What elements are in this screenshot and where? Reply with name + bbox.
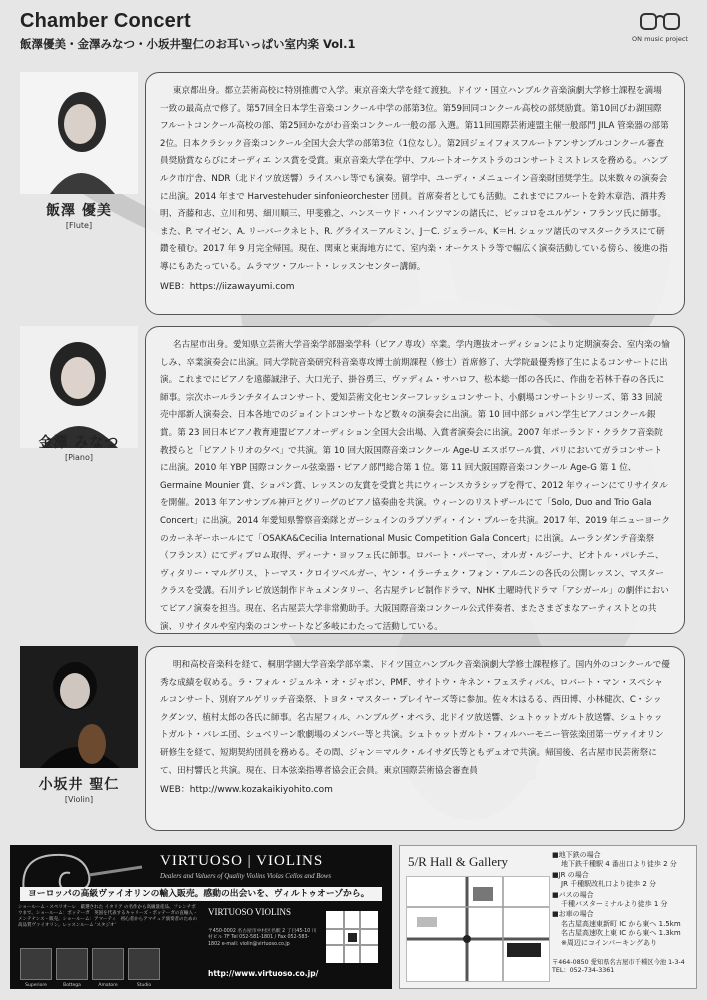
performer-name: 金澤 みなつ (38, 435, 120, 451)
hall-contact (552, 959, 685, 976)
glasses-logo-icon (639, 10, 681, 32)
performer-section-violin (20, 646, 687, 833)
access-item: 地下鉄千種駅 4 番出口より徒歩 2 分 (561, 860, 677, 869)
page-header (18, 8, 689, 52)
performer-instrument: [Piano] (65, 453, 93, 462)
ad-brand: VIRTUOSO | VIOLINS (160, 853, 324, 869)
performer-bio: 東京都出身。都立芸術高校に特別推薦で入学。東京音楽大学を経て渡独。ドイツ・国立ハンブルク音楽演劇大学修士課程を満場一致の最高点で修了。第57回全日本学生音楽コンクール中学の部第3位。第59回同コンクール高校の部奨励賞。第10回びわ湖国際フルートコンクール高校の部、第25回かながわ音楽コンクール一般の部 入選。第11回国際芸術連盟主催一般部門 JILA 管楽器の部第2位。日本クラシック音楽コンクール全国大会大学の部第3位（1位なし）。第2回ジェイフォスフルートアンサンブルコンクール審査員奨励賞ならびにオーディエ ンス賞を受賞。東京音楽大学在学中、フルートオーケストラのコンサートミストレスを務める。ハンブルク市庁舎、NDR（北ドイツ放送響）ライスハレ等でも演奏。留学中、ユーディ・メニューイン音楽財団奨学生。以来数々の演奏会に出演。2014 年まで Harvestehuder sinfonieorchester 団員。首席奏者としても活動。これまでにフルートを鈴木章浩、酒井秀明、斉藤和志、立川和男、細川順三、甲斐雅之、ハンス－ウド・ハインツマンの諸氏に、ピッコロをユルゲン・フランツ氏に師事。また、P. マイゼン、A. リーバークネヒト、R. グライス－アルミン、J－C. ジェラール、K＝H. シュッツ諸氏のマスタークラスにて研鑽を積む。2017 年 9 月完全帰国。現在、関東と東海地方にて、室内楽・オーケストラ等で幅広く演奏活動している傍ら、後進の指導にもあたっている。ムラマツ・フルート・レッスンセンター講師。 (160, 86, 669, 272)
logo-text: ON music project (632, 35, 688, 43)
performer-section-flute (20, 72, 687, 317)
page-subtitle: 飯澤優美・金澤みなつ・小坂井聖仁のお耳いっぱい室内楽 Vol.1 (20, 37, 356, 51)
access-item: 名古屋高速東新町 IC から東へ 1.5km (561, 919, 681, 928)
on-music-project-logo (625, 10, 695, 52)
performer-instrument: [Violin] (64, 795, 94, 804)
ad-map-image (326, 911, 378, 963)
performer-bio: 明和高校音楽科を経て、桐朋学園大学音楽学部卒業、ドイツ国立ハンブルク音楽演劇大学修士課程修了。国内外のコンクールで優秀な成績を収める。ラ・フォル・ジュルネ・オ・ジャポン、PMF、サイトウ・キネン・フェスティバル、ロバート・マン・スペシャルコンサート、別府アルゲリッチ音楽祭、トヨタ・マスター・プレイヤーズ等に参加。佐々木はるる、西田博、小林健次、C・シックダンツ、植村太郎の各氏に師事。名古屋フィル、ハンブルグ・オペラ、北ドイツ放送響、シュトゥットガルト放送響、シュトゥットガルト・バレエ団、シュベリーン歌劇場のメンバー等と共演。シュトゥットガルト・フィルハーモニー管弦楽団第一ヴァイオリン研修生を経て、短期契約団員を務める。その間、ジャン＝マルク・ルイサダ氏等ともデュオで共演。帰国後、名古屋市民芸術祭にて、田村響氏と共演。現在、日本弦楽指導者協会正会員。東京国際芸術協会審査員 (160, 660, 670, 776)
ad-headline: ヨーロッパの高級ヴァイオリンの輸入販売。感動の出会いを、ヴィルトゥオーゾから。 (20, 887, 382, 901)
performer-photo (20, 646, 138, 768)
performer-website-link[interactable]: WEB：https://iizawayumi.com (160, 281, 295, 292)
showroom-thumbnails (20, 948, 200, 988)
performer-bio: 名古屋市出身。愛知県立芸術大学音楽学部器楽学科（ピアノ専攻）卒業。学内選抜オーディションにより定期演奏会、室内楽の愉しみ、卒業演奏会に出演。同大学院音楽研究科音楽専攻博士前期課程（修士）首席修了、大学院最優秀修了生によるコンサートに出演。これまでにピアノを遠藤誠津子、大口光子、掛谷勇三、ヴァディム・サハロフ、松本総一郎の各氏に、作曲を若林千春の各氏に師事。宗次ホールランチタイムコンサート、愛知芸術文化センターフレッシュコンサート、小劇場コンサートシリーズ、第 33 回読売中部新人演奏会、日本各地でのジョイントコンサートなど数々の演奏会に出演。第 10 回中部ショパン学生ピアノコンクール銀賞。第 23 回日本ピアノ教育連盟ピアノオーディション全国大会出場、入賞者演奏会に出演。2007 年ポーランド・クラクフ音楽院教授らと「ピアノトリオの夕べ」で共演。第 10 回大阪国際音楽コンクール Age-U エスポワール賞、パリにおいてガラコンサートに出演。2010 年 YBP 国際コンクール弦楽器・ピアノ部門総合第 1 位。第 11 回大阪国際音楽コンクール Age-G 第 1 位、Germaine Mounier 賞、ショパン賞、レッスンの友賞を受賞と共にウィーンスカラシップを得て、2012 年ウィーンにてリサイタルを開催。2013 年アンサンブル神戸とグリーグのピアノ協奏曲を共演。ウィーンのリストザールにて「Solo, Duo and Trio Gala Concert」に出演。2014 年愛知県警察音楽隊とガーシュインのラプソディ・イン・ブルーを共演。2017 年、2019 年ニューヨークのカーネギーホールにて「OSAKA&Cecilia International Music Competition Gala Concert」に出演。ムーランダンテ音楽祭（フランス）にてディプロム取得、ディーナ・ヨッフェ氏に師事。ロバート・パーマー、オルガ・ルジーナ、ピオトル・パレチニ、ヴィタリー・マルグリス、トーマス・クロイツベルガー、ヤン・イラーチェク・フォン・アルニンの各氏の公開レッスン、マスタークラスを受講。石川テレビ放送制作ドキュメンタリー、名古屋テレビ制作ドラマ、NHK 土曜時代ドラマ「アシガール」の劇伴においてピアノ演奏を担当。現在、名古屋芸大学非常勤助手。大阪国際音楽コンクール公式伴奏者、またさまざまなアーティストとの共演、リサイタルや室内楽のコンサートなど多岐にわたって活動している。 (160, 340, 670, 632)
hall-map (406, 876, 550, 982)
thumb-studio: Studio (128, 948, 160, 980)
ad-tagline: Dealers and Valuers of Quality Violins Violas Cellos and Bows (160, 873, 331, 880)
ad-url-link[interactable]: http://www.virtuoso.co.jp/ (208, 969, 319, 978)
ad-description: ショールーム・スペリオーレ 厳選された イタリア の名作から高級量産品、フレンチボウまで。ショールーム：ボッテーガ 英国を代表するキャリーズ・ボッテーガの直輸入・メンテナンス・販売。ショールーム：アマーティ 初心者からアマチュア演奏者のための高品質ヴァイオリン。レッスンルーム 'スタジオ' (18, 905, 198, 928)
ad-shop-logo: VIRTUOSO VIOLINS (208, 907, 292, 917)
page-title: Chamber Concert (20, 10, 191, 32)
access-item: ■地下鉄の場合 (552, 851, 601, 859)
footer-ads (10, 845, 697, 990)
performer-photo (20, 72, 138, 194)
hall-address: 〒464-0850 愛知県名古屋市千種区今池 1-3-4 (552, 959, 685, 966)
performer-bio-box (145, 326, 685, 634)
access-item: ■お車の場合 (552, 910, 594, 919)
access-item: 名古屋高速吹上東 IC から東へ 1.3km (561, 929, 681, 938)
performer-name: 飯澤 優美 (46, 203, 112, 219)
performer-instrument: [Flute] (65, 221, 93, 230)
hall-title: 5/R Hall & Gallery (408, 854, 509, 869)
hall-info (399, 845, 697, 989)
virtuoso-violins-ad (10, 845, 392, 989)
performer-name: 小坂井 聖仁 (38, 777, 120, 793)
hall-tel: TEL：052-734-3361 (552, 967, 615, 975)
hall-access-list (552, 850, 694, 948)
access-item: ■JR の場合 (552, 870, 589, 879)
access-item: ※周辺にコインパーキングあり (561, 938, 657, 947)
performer-bio-box (145, 72, 685, 315)
performer-photo (20, 326, 138, 448)
access-item: JR 千種駅改札口より徒歩 2 分 (561, 880, 657, 889)
thumb-bottega: Bottega (56, 948, 88, 980)
access-item: 千種バスターミナルより徒歩 1 分 (561, 900, 668, 909)
performer-bio-box (145, 646, 685, 831)
ad-address: 〒450-0002 名古屋市中村区名駅 2 丁目45-10 川村ビル 7F Tel 052-581-1801 / Fax 052-583-1802 e-mail: violin@virtuoso.co.jp (208, 929, 317, 947)
performer-website-link[interactable]: WEB：http://www.kozakaikiyohito.com (160, 785, 333, 796)
thumb-superiore: Superiore (20, 948, 52, 980)
access-item: ■バスの場合 (552, 890, 594, 899)
performer-section-piano (20, 326, 687, 636)
thumb-amatore: Amatore (92, 948, 124, 980)
